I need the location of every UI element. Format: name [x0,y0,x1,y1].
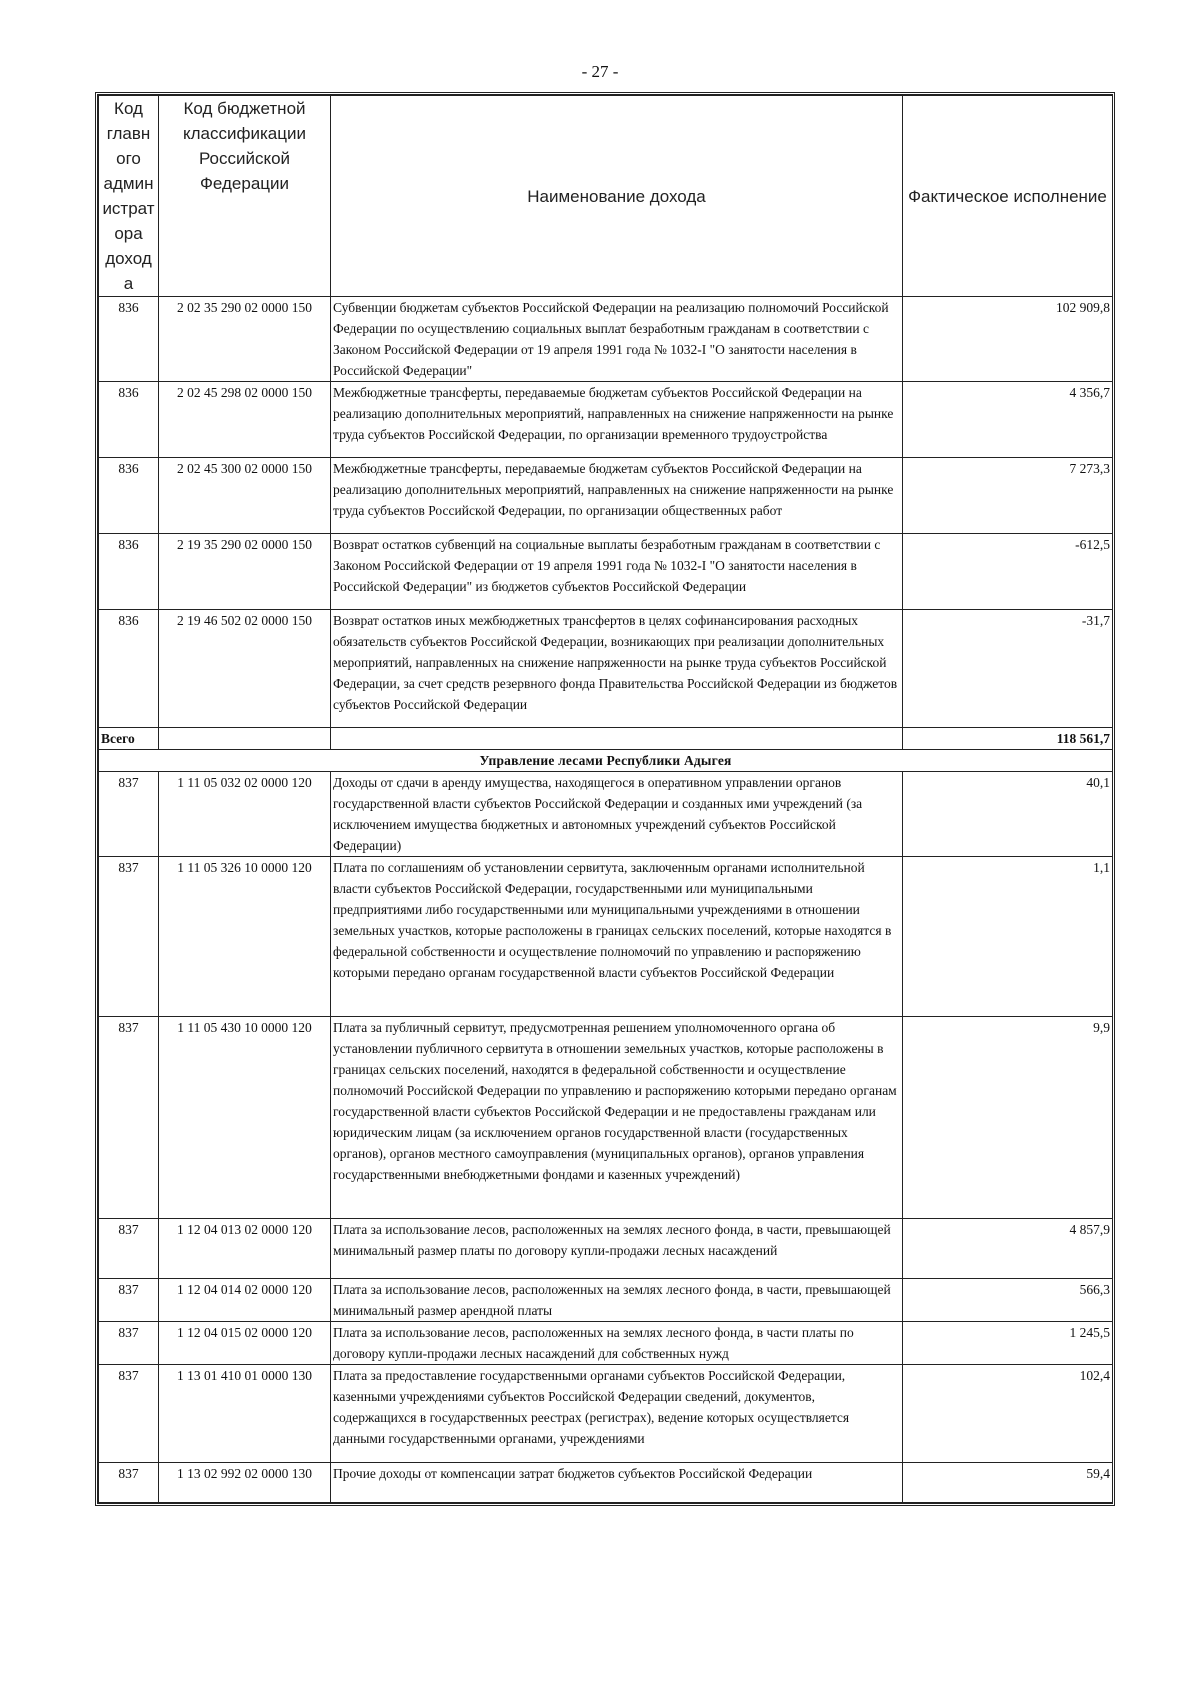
table-row [99,1279,1113,1322]
amount-cell: -612,5 [903,534,1113,610]
income-name-cell: Возврат остатков субвенций на социальные выплаты безработным гражданам в соответствии с Законом Российской Федерации от 19 апреля 1991 года № 1032-I "О занятости населения в Российской Федерации" из бюджетов субъектов Российской Федерации [331,534,903,610]
income-name-cell: Возврат остатков иных межбюджетных трансфертов в целях софинансирования расходных обязательств субъектов Российской Федерации, возникающих при реализации дополнительных мероприятий, направленных на снижение напряженности на рынке труда субъектов Российской Федерации, за счет средств резервного фонда Правительства Российской Федерации из бюджетов субъектов Российской Федерации [331,610,903,728]
kbk-cell: 1 12 04 014 02 0000 120 [159,1279,331,1322]
amount-cell: 7 273,3 [903,458,1113,534]
table-row [99,1365,1113,1463]
amount-cell: 4 857,9 [903,1219,1113,1279]
kbk-cell: 2 02 45 298 02 0000 150 [159,382,331,458]
total-row [99,728,1113,750]
amount-cell: 9,9 [903,1017,1113,1219]
amount-cell: 566,3 [903,1279,1113,1322]
admin-code-cell: 836 [99,610,159,728]
income-name-cell: Плата за публичный сервитут, предусмотренная решением уполномоченного органа об установлении публичного сервитута в отношении земельных участков, которые расположены в границах сельских поселений, находятся в федеральной собственности и осуществление полномочий Российской Федерации по управлению и распоряжению которыми передано органам государственной власти субъектов Российской Федерации и не предоставлены гражданам или юридическим лицам (за исключением органов государственной власти (государственных органов), органов местного самоуправления (муниципальных органов), органов управления государственными внебюджетными фондами и казенных учреждений) [331,1017,903,1219]
income-name-cell: Доходы от сдачи в аренду имущества, находящегося в оперативном управлении органов государственной власти субъектов Российской Федерации и созданных ими учреждений (за исключением имущества бюджетных и автономных учреждений субъектов Российской Федерации) [331,772,903,857]
admin-code-cell: 836 [99,534,159,610]
total-empty-cell [331,728,903,750]
table-row [99,1017,1113,1219]
income-name-cell: Плата по соглашениям об установлении сервитута, заключенным органами исполнительной власти субъектов Российской Федерации, государственными или муниципальными предприятиями либо государственными или муниципальными учреждениями в отношении земельных участков, которые расположены в границах сельских поселений, которые находятся в федеральной собственности и осуществление полномочий по управлению и распоряжению которыми передано органам государственной власти субъектов Российской Федерации [331,857,903,1017]
table-row [99,1219,1113,1279]
kbk-cell: 1 11 05 032 02 0000 120 [159,772,331,857]
kbk-cell: 1 11 05 430 10 0000 120 [159,1017,331,1219]
table-row [99,1463,1113,1503]
table-row [99,1322,1113,1365]
total-empty-cell [159,728,331,750]
admin-code-cell: 836 [99,458,159,534]
table-header-row [99,96,1113,297]
income-name-cell: Плата за использование лесов, расположенных на землях лесного фонда, в части платы по договору купли-продажи лесных насаждений для собственных нужд [331,1322,903,1365]
amount-cell: 102,4 [903,1365,1113,1463]
amount-cell: 1 245,5 [903,1322,1113,1365]
kbk-cell: 2 19 46 502 02 0000 150 [159,610,331,728]
admin-code-cell: 837 [99,1322,159,1365]
income-name-cell: Прочие доходы от компенсации затрат бюджетов субъектов Российской Федерации [331,1463,903,1503]
total-label: Всего [99,728,159,750]
amount-cell: 102 909,8 [903,297,1113,382]
revenue-table [95,92,1115,1506]
section-row [99,750,1113,772]
table-row [99,382,1113,458]
table-row [99,297,1113,382]
header-admin-code: Код главн ого админ истрат ора доход а [99,96,159,297]
income-name-cell: Плата за использование лесов, расположенных на землях лесного фонда, в части, превышающей минимальный размер платы по договору купли-продажи лесных насаждений [331,1219,903,1279]
admin-code-cell: 837 [99,857,159,1017]
income-name-cell: Плата за предоставление государственными органами субъектов Российской Федерации, казенными учреждениями субъектов Российской Федерации сведений, документов, содержащихся в государственных реестрах (регистрах), ведение которых осуществляется данными государственными органами, учреждениями [331,1365,903,1463]
amount-cell: -31,7 [903,610,1113,728]
kbk-cell: 2 02 35 290 02 0000 150 [159,297,331,382]
header-income-name: Наименование дохода [331,96,903,297]
kbk-cell: 1 12 04 013 02 0000 120 [159,1219,331,1279]
page-number: - 27 - [581,62,619,81]
income-name-cell: Межбюджетные трансферты, передаваемые бюджетам субъектов Российской Федерации на реализацию дополнительных мероприятий, направленных на снижение напряженности на рынке труда субъектов Российской Федерации, по организации общественных работ [331,458,903,534]
admin-code-cell: 837 [99,772,159,857]
table-row [99,610,1113,728]
admin-code-cell: 837 [99,1463,159,1503]
table-row [99,857,1113,1017]
table-row [99,458,1113,534]
table-row [99,772,1113,857]
amount-cell: 4 356,7 [903,382,1113,458]
header-actual-execution: Фактическое исполнение [903,96,1113,297]
header-kbk: Код бюджетной классификации Российской Федерации [159,96,331,297]
kbk-cell: 1 13 01 410 01 0000 130 [159,1365,331,1463]
table-row [99,534,1113,610]
kbk-cell: 1 11 05 326 10 0000 120 [159,857,331,1017]
kbk-cell: 1 13 02 992 02 0000 130 [159,1463,331,1503]
admin-code-cell: 836 [99,297,159,382]
kbk-cell: 1 12 04 015 02 0000 120 [159,1322,331,1365]
amount-cell: 40,1 [903,772,1113,857]
revenue-table-grid [98,95,1113,1503]
income-name-cell: Межбюджетные трансферты, передаваемые бюджетам субъектов Российской Федерации на реализацию дополнительных мероприятий, направленных на снижение напряженности на рынке труда субъектов Российской Федерации, по организации временного трудоустройства [331,382,903,458]
kbk-cell: 2 02 45 300 02 0000 150 [159,458,331,534]
amount-cell: 1,1 [903,857,1113,1017]
admin-code-cell: 837 [99,1279,159,1322]
income-name-cell: Субвенции бюджетам субъектов Российской Федерации на реализацию полномочий Российской Федерации по осуществлению социальных выплат безработным гражданам в соответствии с Законом Российской Федерации от 19 апреля 1991 года № 1032-I "О занятости населения в Российской Федерации" [331,297,903,382]
admin-code-cell: 837 [99,1365,159,1463]
admin-code-cell: 836 [99,382,159,458]
admin-code-cell: 837 [99,1017,159,1219]
income-name-cell: Плата за использование лесов, расположенных на землях лесного фонда, в части, превышающей минимальный размер арендной платы [331,1279,903,1322]
admin-code-cell: 837 [99,1219,159,1279]
section-title: Управление лесами Республики Адыгея [99,750,1113,772]
kbk-cell: 2 19 35 290 02 0000 150 [159,534,331,610]
amount-cell: 59,4 [903,1463,1113,1503]
total-amount: 118 561,7 [903,728,1113,750]
